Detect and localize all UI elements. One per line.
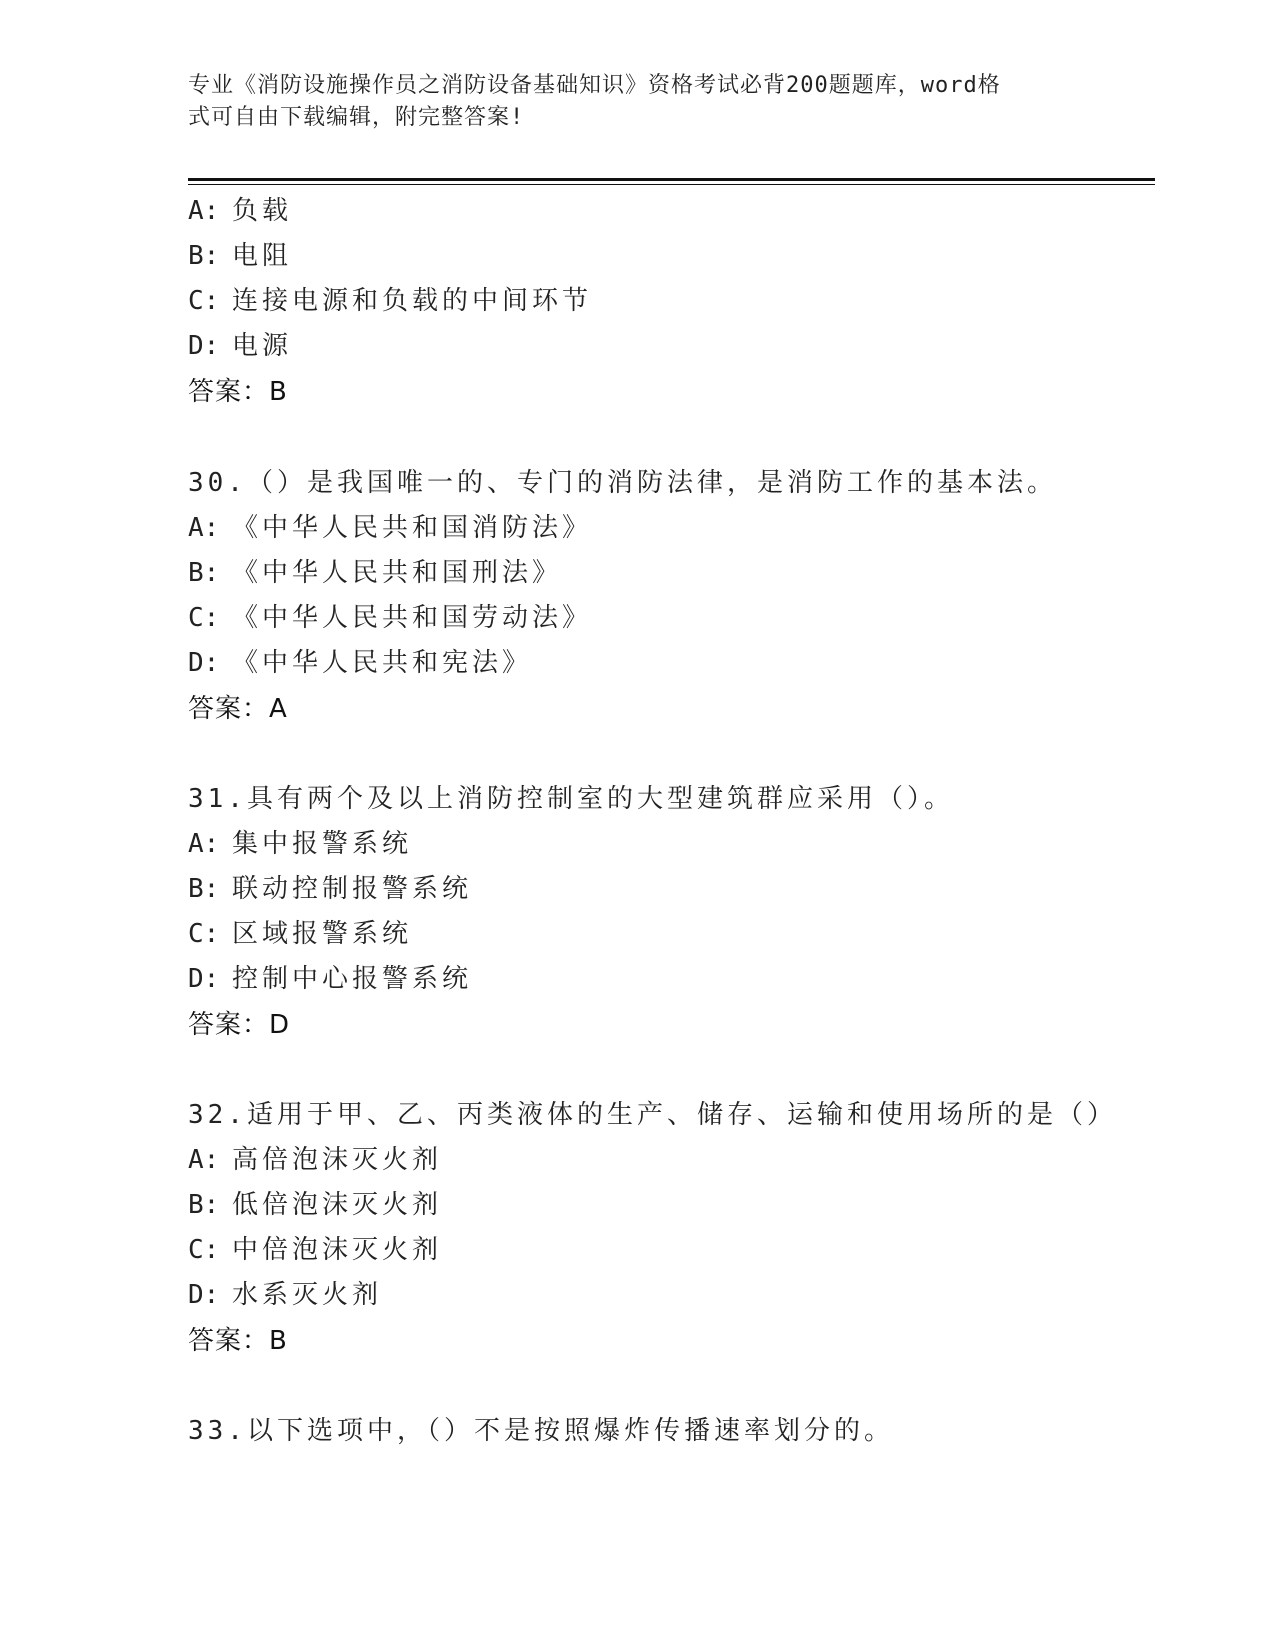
option-label: D: [188, 1280, 220, 1310]
option-label: C: [188, 603, 220, 633]
option-text: 控制中心报警系统 [232, 964, 473, 994]
option-label: B: [188, 1190, 220, 1220]
q31-option-a [188, 827, 412, 861]
document-header [188, 70, 1088, 134]
option-label: A: [188, 1145, 220, 1175]
header-rule-thin [188, 184, 1155, 185]
q32-option-b [188, 1188, 442, 1222]
option-text: 《中华人民共和宪法》 [232, 648, 533, 678]
q30-option-b [188, 556, 562, 590]
option-label: D: [188, 331, 220, 361]
option-text: 《中华人民共和国刑法》 [232, 558, 563, 588]
option-label: D: [188, 964, 220, 994]
q29-option-a [188, 194, 292, 228]
q31-option-b [188, 872, 472, 906]
option-label: C: [188, 1235, 220, 1265]
option-label: A: [188, 196, 220, 226]
option-text: 低倍泡沫灭火剂 [232, 1190, 443, 1220]
option-text: 《中华人民共和国消防法》 [232, 513, 593, 543]
option-label: D: [188, 648, 220, 678]
option-label: B: [188, 558, 220, 588]
option-text: 电阻 [232, 241, 293, 271]
header-line-1: 专业《消防设施操作员之消防设备基础知识》资格考试必背200题题库，word格 [188, 73, 1001, 98]
option-text: 高倍泡沫灭火剂 [232, 1145, 443, 1175]
q31-answer: 答案：D [188, 1010, 291, 1040]
q29-option-c [188, 284, 592, 318]
header-rule-thick [188, 178, 1155, 181]
q32-answer: 答案：B [188, 1326, 288, 1356]
q30-option-d [188, 646, 532, 680]
q29-option-b [188, 239, 292, 273]
option-text: 负载 [232, 196, 293, 226]
q32-question: 32.适用于甲、乙、丙类液体的生产、储存、运输和使用场所的是（） [188, 1100, 1117, 1130]
option-text: 水系灭火剂 [232, 1280, 383, 1310]
q31-option-c [188, 917, 412, 951]
option-label: A: [188, 829, 220, 859]
option-label: C: [188, 286, 220, 316]
option-label: C: [188, 919, 220, 949]
q30-question: 30.（）是我国唯一的、专门的消防法律，是消防工作的基本法。 [188, 468, 1057, 498]
option-text: 联动控制报警系统 [232, 874, 473, 904]
q30-answer: 答案：A [188, 694, 288, 724]
option-text: 区域报警系统 [232, 919, 413, 949]
q30-option-c [188, 601, 592, 635]
option-label: B: [188, 874, 220, 904]
q29-answer: 答案：B [188, 377, 288, 407]
q31-question: 31.具有两个及以上消防控制室的大型建筑群应采用（）。 [188, 784, 954, 814]
option-text: 中倍泡沫灭火剂 [232, 1235, 443, 1265]
option-text: 集中报警系统 [232, 829, 413, 859]
q32-option-d [188, 1278, 382, 1312]
option-text: 电源 [232, 331, 293, 361]
header-line-2: 式可自由下载编辑，附完整答案! [188, 105, 525, 130]
q31-option-d [188, 962, 472, 996]
q32-option-a [188, 1143, 442, 1177]
option-label: B: [188, 241, 220, 271]
option-text: 连接电源和负载的中间环节 [232, 286, 593, 316]
q29-option-d [188, 329, 292, 363]
option-text: 《中华人民共和国劳动法》 [232, 603, 593, 633]
q32-option-c [188, 1233, 442, 1267]
q33-question: 33.以下选项中，（）不是按照爆炸传播速率划分的。 [188, 1416, 894, 1446]
q30-option-a [188, 511, 592, 545]
option-label: A: [188, 513, 220, 543]
